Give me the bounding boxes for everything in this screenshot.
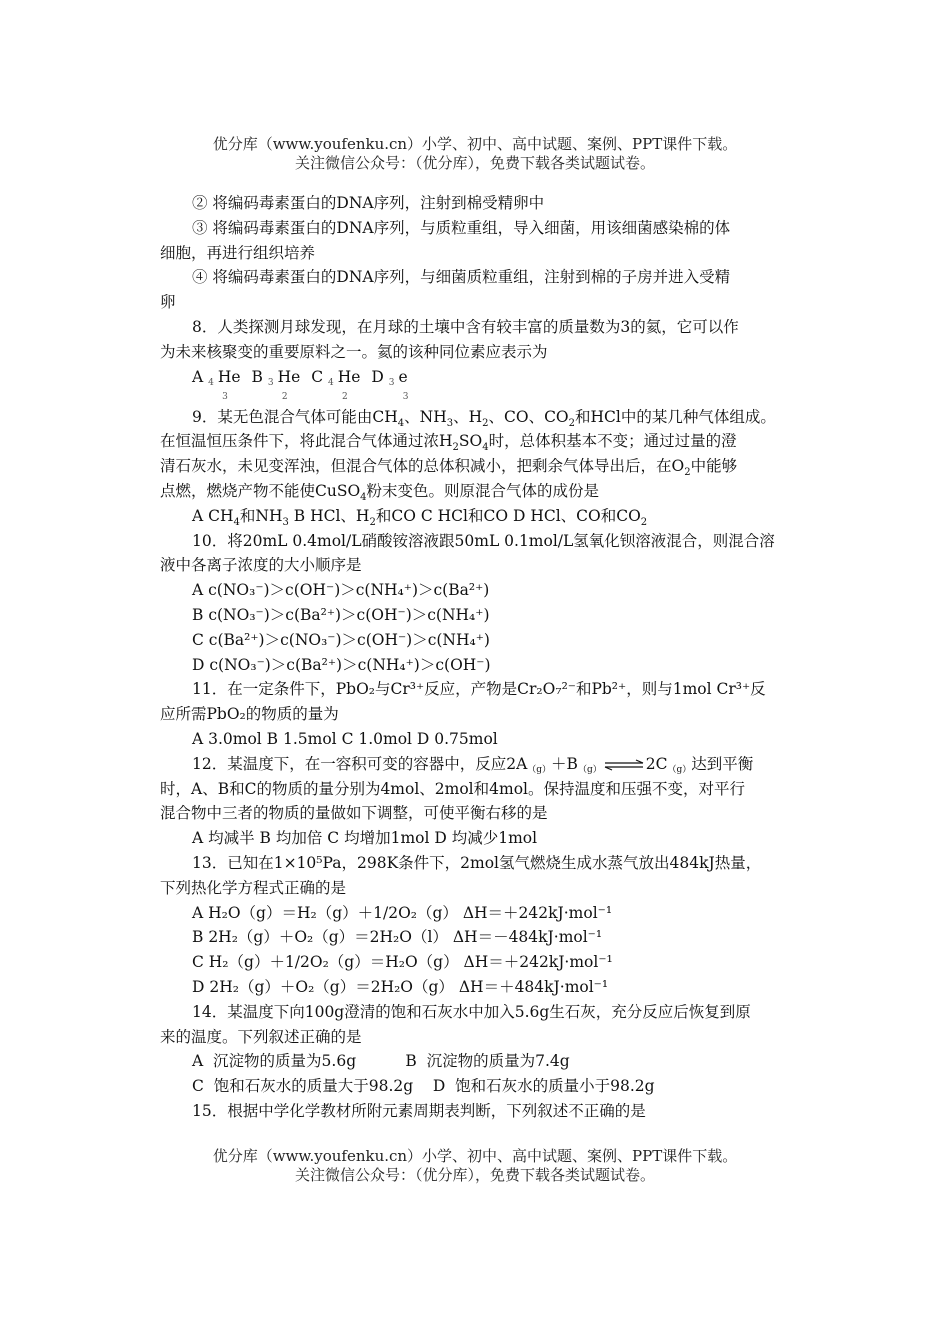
- footer-line-1: 优分库（www.youfenku.cn）小学、初中、高中试题、案例、PPT课件下载。: [212, 1147, 738, 1165]
- q12-stem-line-3: 混合物中三者的物质的量做如下调整，可使平衡右移的是: [160, 804, 548, 823]
- q14-options-ab: A 沉淀物的质量为5.6g B 沉淀物的质量为7.4g: [192, 1052, 570, 1071]
- page-footer: [0, 1147, 950, 1185]
- q10-option-c: C c(Ba²⁺)＞c(NO₃⁻)＞c(OH⁻)＞c(NH₄⁺): [192, 630, 490, 649]
- q8-option-c: C 4 2 He: [311, 368, 371, 386]
- q8-option-b: B 3 2 He: [252, 368, 312, 386]
- q10-stem-line-2: 液中各离子浓度的大小顺序是: [160, 556, 362, 575]
- q8-stem-line-2: 为未来核聚变的重要原料之一。氦的该种同位素应表示为: [160, 342, 548, 361]
- q10-option-d: D c(NO₃⁻)＞c(Ba²⁺)＞c(NH₄⁺)＞c(OH⁻): [192, 655, 491, 674]
- document-body: [160, 191, 796, 1124]
- q9-stem-line-3: 清石灰水，未见变浑浊，但混合气体的总体积减小，把剩余气体导出后，在$O_2$中能够: [160, 457, 738, 479]
- q9-stem-line-2: 在恒温恒压条件下，将此混合气体通过浓$H_2SO_4$时，总体积基本不变；通过过量的澄: [160, 432, 737, 454]
- q7-option-3-line-1: ③ 将编码毒素蛋白的DNA序列，与质粒重组，导入细菌，用该细菌感染棉的体: [192, 218, 731, 237]
- q10-option-a: A c(NO₃⁻)＞c(OH⁻)＞c(NH₄⁺)＞c(Ba²⁺): [192, 581, 490, 600]
- q7-option-2: ② 将编码毒素蛋白的DNA序列，注射到棉受精卵中: [192, 194, 545, 212]
- q8-option-d: D 3 3 e: [371, 368, 413, 386]
- q13-option-a: A H₂O（g）＝H₂（g）＋1/2O₂（g） ΔH＝＋242kJ·mol⁻¹: [192, 903, 613, 922]
- q12-stem-line-2: 时，A、B和C的物质的量分别为4mol、2mol和4mol。保持温度和压强不变，对平行: [160, 779, 745, 798]
- q10-option-b: B c(NO₃⁻)＞c(Ba²⁺)＞c(OH⁻)＞c(NH₄⁺): [192, 605, 490, 624]
- isotope-b: 3 2 He: [267, 367, 301, 402]
- q8-options: [160, 365, 796, 405]
- q7-option-3-line-2: 细胞，再进行组织培养: [160, 243, 316, 262]
- q10-stem-line-1: 10．将20mL 0.4mol/L硝酸铵溶液跟50mL 0.1mol/L氢氧化钡溶液混合，则混合溶: [192, 531, 775, 550]
- q12-stem-line-1: 12．某温度下，在一容积可变的容器中，反应2A（g）＋B（g） 2C（g）达到平衡: [192, 754, 754, 775]
- q13-option-b: B 2H₂（g）＋O₂（g）＝2H₂O（l） ΔH＝－484kJ·mol⁻¹: [192, 928, 603, 947]
- q11-stem-line-1: 11．在一定条件下，PbO₂与Cr³⁺反应，产物是Cr₂O₇²⁻和Pb²⁺，则与1mol Cr³⁺反: [192, 680, 766, 699]
- q7-option-4-line-1: ④ 将编码毒素蛋白的DNA序列，与细菌质粒重组，注射到棉的子房并进入受精: [192, 268, 731, 287]
- q9-options: A $CH_4$和$NH_3$ B HCl、$H_2$和CO C HCl和CO D HCl、CO和$CO_2$: [192, 506, 648, 528]
- q13-stem-line-1: 13．已知在1×10⁵Pa，298K条件下，2mol氢气燃烧生成水蒸气放出484kJ热量，: [192, 853, 762, 872]
- q9-stem-line-1: 9．某无色混合气体可能由$CH_4$、$NH_3$、$H_2$、CO、$CO_2$和HCl中的某几种气体组成。: [192, 407, 776, 429]
- header-line-2: 关注微信公众号：（优分库），免费下载各类试题试卷。: [294, 154, 655, 172]
- q8-option-a: A 4 3 He: [192, 368, 252, 386]
- q14-stem-line-2: 来的温度。下列叙述正确的是: [160, 1027, 362, 1046]
- page-header: [0, 135, 950, 173]
- q13-option-d: D 2H₂（g）＋O₂（g）＝2H₂O（g） ΔH＝＋484kJ·mol⁻¹: [192, 977, 609, 996]
- q11-options: A 3.0mol B 1.5mol C 1.0mol D 0.75mol: [192, 729, 498, 748]
- isotope-d: 3 3 e: [388, 367, 409, 402]
- q8-stem-line-1: 8．人类探测月球发现，在月球的土壤中含有较丰富的质量数为3的氦，它可以作: [192, 317, 739, 336]
- q12-options: A 均减半 B 均加倍 C 均增加1mol D 均减少1mol: [192, 829, 538, 848]
- q14-stem-line-1: 14．某温度下向100g澄清的饱和石灰水中加入5.6g生石灰，充分反应后恢复到原: [192, 1002, 751, 1021]
- q9-stem-line-4: 点燃，燃烧产物不能使CuSO$_4$粉末变色。则原混合气体的成份是: [160, 481, 600, 504]
- q15-stem: 15．根据中学化学教材所附元素周期表判断，下列叙述不正确的是: [192, 1101, 646, 1120]
- q13-stem-line-2: 下列热化学方程式正确的是: [160, 878, 347, 897]
- q7-option-4-line-2: 卵: [160, 293, 176, 312]
- isotope-c: 4 2 He: [328, 367, 361, 402]
- isotope-a: 4 3 He: [208, 367, 241, 402]
- q14-options-cd: C 饱和石灰水的质量大于98.2g D 饱和石灰水的质量小于98.2g: [192, 1077, 655, 1096]
- q11-stem-line-2: 应所需PbO₂的物质的量为: [160, 705, 339, 724]
- footer-line-2: 关注微信公众号：（优分库），免费下载各类试题试卷。: [294, 1166, 655, 1184]
- header-line-1: 优分库（www.youfenku.cn）小学、初中、高中试题、案例、PPT课件下载。: [212, 135, 738, 153]
- q13-option-c: C H₂（g）＋1/2O₂（g）＝H₂O（g） ΔH＝＋242kJ·mol⁻¹: [192, 953, 613, 972]
- equilibrium-arrow-icon: [603, 759, 645, 771]
